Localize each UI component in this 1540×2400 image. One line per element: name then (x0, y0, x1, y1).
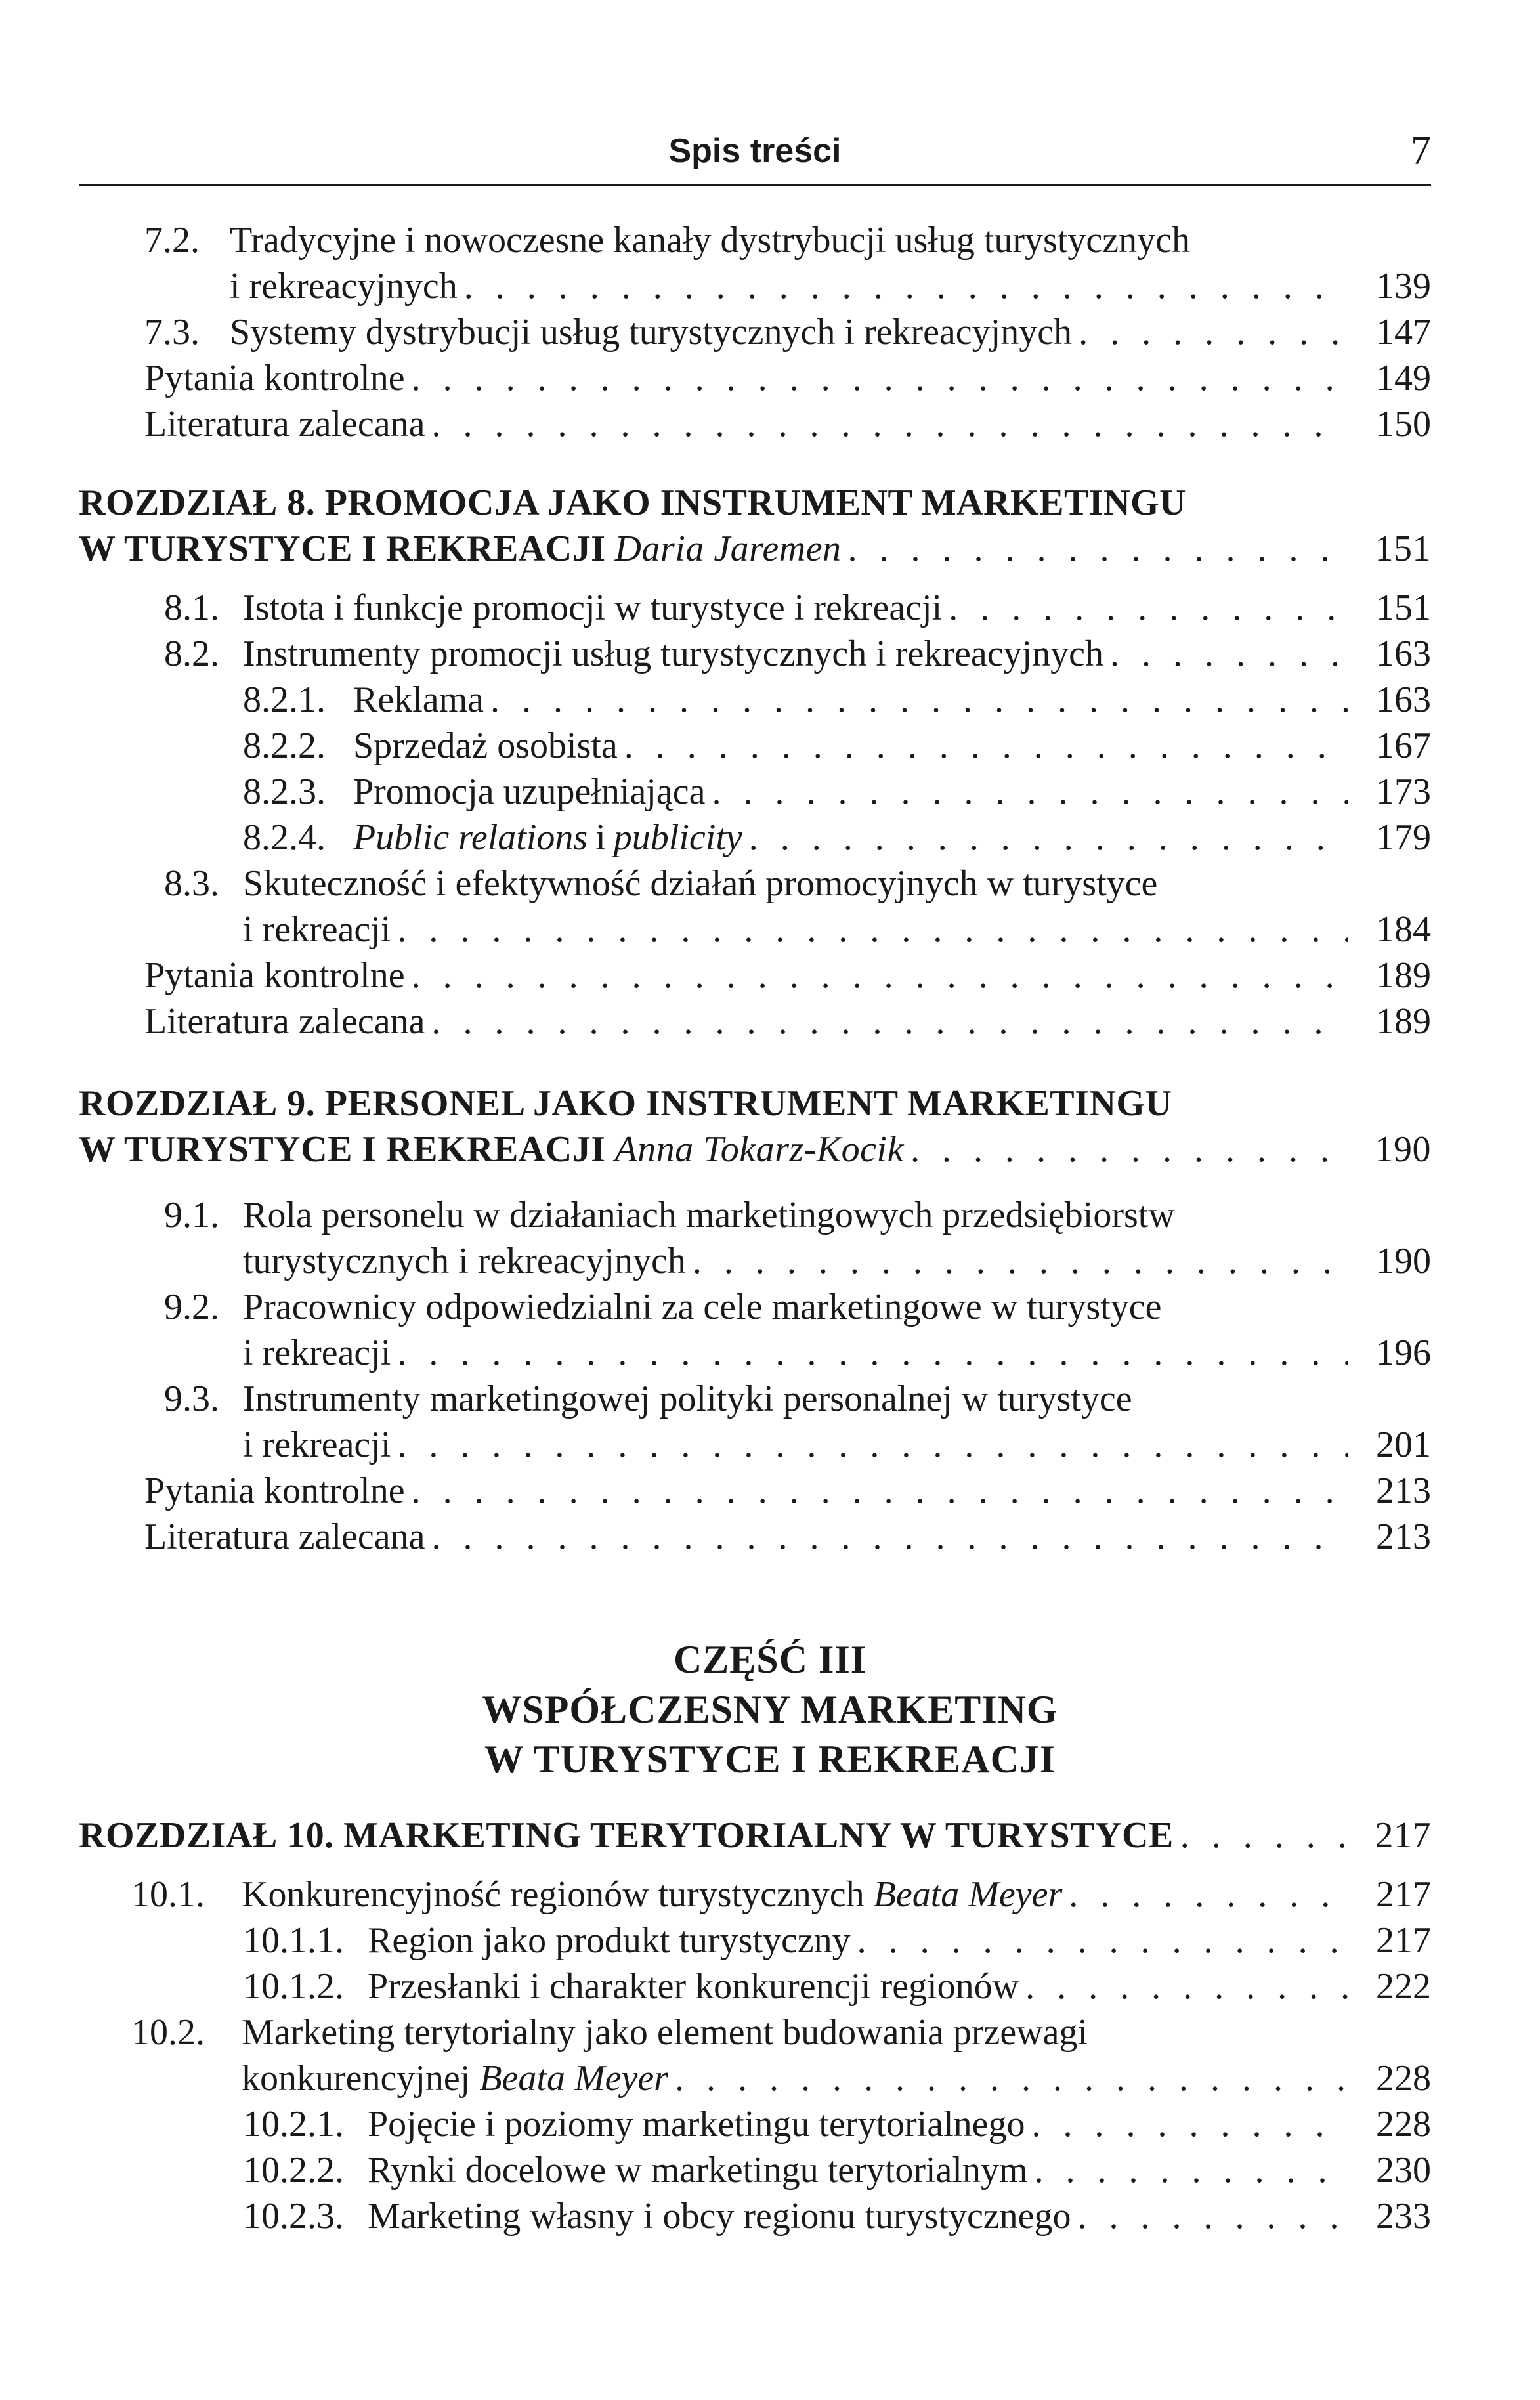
dot-leader (1025, 1963, 1348, 2010)
toc-entry-9-2 (164, 1283, 1431, 1331)
dot-leader (431, 998, 1348, 1045)
running-title: Spis treści (668, 132, 842, 170)
entry-page: 213 (1376, 1516, 1431, 1557)
dot-leader (397, 906, 1348, 953)
entry-title: Marketing własny i obcy regionu turystycznego (368, 2196, 1071, 2237)
dot-leader (675, 2055, 1348, 2102)
toc-entry-7-2-cont (230, 263, 1431, 310)
toc-chapter-8 (79, 479, 1431, 526)
toc-entry-8-3 (164, 860, 1431, 907)
dot-leader (624, 722, 1348, 769)
entry-title: Promocja uzupełniająca (353, 771, 706, 812)
entry-number: 8.1. (164, 588, 219, 628)
entry-number: 10.2.1. (243, 2104, 344, 2145)
toc-entry-literature-8 (144, 998, 1431, 1045)
entry-title: Przesłanki i charakter konkurencji regionów (368, 1966, 1019, 2007)
entry-page: 149 (1376, 358, 1431, 398)
toc-entry-questions-9 (144, 1467, 1431, 1514)
chapter-title: W TURYSTYCE I REKREACJI (79, 528, 606, 569)
entry-number: 7.2. (144, 220, 200, 261)
entry-page: 151 (1376, 588, 1431, 628)
toc-chapter-9-cont (79, 1126, 1431, 1173)
dot-leader (910, 1126, 1348, 1173)
dot-leader (712, 768, 1348, 815)
dot-leader (1180, 1812, 1348, 1859)
part-title-cont: W TURYSTYCE I REKREACJI (484, 1738, 1056, 1781)
entry-page: 151 (1375, 528, 1431, 569)
toc-entry-8-2-3 (243, 768, 1431, 815)
chapter-title: ROZDZIAŁ 8. PROMOCJA JAKO INSTRUMENT MARKETINGU (79, 482, 1187, 523)
entry-title: Pytania kontrolne (144, 1470, 405, 1511)
entry-title: Rynki docelowe w marketingu terytorialnym (368, 2150, 1028, 2191)
entry-title: Instrumenty marketingowej polityki personalnej w turystyce (243, 1379, 1132, 1419)
entry-title: Literatura zalecana (144, 1516, 425, 1557)
dot-leader (1078, 2193, 1348, 2240)
entry-page: 147 (1376, 312, 1431, 353)
toc-entry-10-2-3 (243, 2193, 1431, 2240)
entry-title: Pytania kontrolne (144, 358, 405, 398)
entry-number: 9.3. (164, 1379, 219, 1419)
toc-entry-8-2-1 (243, 676, 1431, 723)
toc-entry-7-3 (144, 309, 1431, 356)
toc-entry-9-3 (164, 1375, 1431, 1423)
dot-leader (693, 1237, 1348, 1285)
toc-entry-10-2-1 (243, 2101, 1431, 2148)
entry-page: 217 (1376, 1874, 1431, 1915)
chapter-title: ROZDZIAŁ 9. PERSONEL JAKO INSTRUMENT MARKETINGU (79, 1083, 1172, 1124)
entry-title: i rekreacji (243, 909, 391, 950)
page-number: 7 (1411, 129, 1431, 173)
entry-number: 10.2.2. (243, 2150, 344, 2191)
entry-number: 8.2. (164, 633, 219, 674)
toc-entry-8-2-4 (243, 814, 1431, 861)
entry-number: 10.2.3. (243, 2196, 344, 2237)
entry-title: Rola personelu w działaniach marketingowych przedsiębiorstw (243, 1195, 1175, 1235)
entry-page: 190 (1376, 1241, 1431, 1281)
entry-title: Skuteczność i efektywność działań promocyjnych w turystyce (243, 863, 1158, 904)
toc-entry-10-2 (131, 2009, 1431, 2056)
dot-leader (848, 525, 1348, 572)
entry-page: 189 (1376, 1001, 1431, 1042)
entry-title: Pracownicy odpowiedzialni za cele marketingowe w turystyce (243, 1287, 1162, 1327)
entry-title: Sprzedaż osobista (353, 725, 618, 766)
toc-entry-9-1 (164, 1191, 1431, 1239)
entry-title: Marketing terytorialny jako element budowania przewagi (242, 2012, 1088, 2053)
entry-author: Beata Meyer (479, 2058, 668, 2099)
entry-title-conjunction: i (595, 817, 606, 858)
entry-number: 8.3. (164, 863, 219, 904)
part-title: WSPÓŁCZESNY MARKETING (482, 1688, 1058, 1731)
entry-title: i rekreacji (243, 1333, 391, 1373)
dot-leader (949, 584, 1348, 632)
entry-page: 184 (1376, 909, 1431, 950)
entry-page: 228 (1376, 2058, 1431, 2099)
entry-page: 213 (1376, 1470, 1431, 1511)
dot-leader (431, 400, 1348, 448)
entry-page: 201 (1376, 1425, 1431, 1465)
entry-page: 139 (1376, 266, 1431, 307)
entry-title: Literatura zalecana (144, 404, 425, 444)
dot-leader (1035, 2147, 1348, 2194)
dot-leader (412, 1467, 1348, 1514)
entry-title: konkurencyjnej (242, 2058, 471, 2099)
chapter-author: Daria Jaremen (614, 528, 842, 569)
entry-title: Pytania kontrolne (144, 955, 405, 996)
toc-entry-8-1 (164, 584, 1431, 632)
toc-entry-9-1-cont (243, 1237, 1431, 1285)
toc-entry-10-1-1 (243, 1917, 1431, 1964)
entry-title: i rekreacyjnych (230, 266, 458, 307)
entry-title: Region jako produkt turystyczny (368, 1920, 851, 1961)
entry-page: 167 (1376, 725, 1431, 766)
entry-page: 179 (1376, 817, 1431, 858)
toc-entry-10-2-2 (243, 2147, 1431, 2194)
chapter-title: ROZDZIAŁ 10. MARKETING TERYTORIALNY W TURYSTYCE (79, 1815, 1174, 1856)
dot-leader (490, 676, 1348, 723)
toc-entry-10-2-cont (242, 2055, 1431, 2102)
entry-title-italic: Public relations (353, 817, 588, 858)
entry-title: Tradycyjne i nowoczesne kanały dystrybucji usług turystycznych (230, 220, 1190, 261)
dot-leader (464, 263, 1348, 310)
toc-entry-8-2-2 (243, 722, 1431, 769)
dot-leader (1079, 309, 1348, 356)
entry-title: Pojęcie i poziomy marketingu terytorialnego (368, 2104, 1025, 2145)
running-header (79, 125, 1431, 186)
entry-number: 8.2.2. (243, 725, 326, 766)
dot-leader (397, 1329, 1348, 1377)
entry-page: 163 (1376, 633, 1431, 674)
entry-number: 9.2. (164, 1287, 219, 1327)
dot-leader (397, 1421, 1348, 1468)
entry-title: Instrumenty promocji usług turystycznych i rekreacyjnych (243, 633, 1103, 674)
toc-chapter-9 (79, 1080, 1431, 1127)
dot-leader (1032, 2101, 1349, 2148)
dot-leader (1110, 630, 1348, 677)
dot-leader (412, 354, 1348, 402)
toc-chapter-8-cont (79, 525, 1431, 572)
toc-entry-8-2 (164, 630, 1431, 677)
dot-leader (1069, 1871, 1348, 1918)
entry-number: 10.1.1. (243, 1920, 344, 1961)
entry-title: Istota i funkcje promocji w turystyce i rekreacji (243, 588, 943, 628)
entry-number: 10.2. (131, 2012, 205, 2053)
entry-page: 228 (1376, 2104, 1431, 2145)
toc-entry-questions-7 (144, 354, 1431, 402)
entry-number: 9.1. (164, 1195, 219, 1235)
entry-title: turystycznych i rekreacyjnych (243, 1241, 686, 1281)
entry-page: 173 (1376, 771, 1431, 812)
entry-title-italic-2: publicity (613, 817, 742, 858)
entry-page: 217 (1376, 1920, 1431, 1961)
entry-number: 8.2.4. (243, 817, 326, 858)
entry-page: 233 (1376, 2196, 1431, 2237)
entry-number: 8.2.1. (243, 679, 326, 720)
toc-entry-questions-8 (144, 952, 1431, 999)
toc-entry-literature-9 (144, 1513, 1431, 1560)
chapter-title: W TURYSTYCE I REKREACJI (79, 1129, 606, 1170)
entry-title: Reklama (353, 679, 484, 720)
dot-leader (857, 1917, 1348, 1964)
toc-entry-7-2 (144, 217, 1431, 264)
toc-chapter-10 (79, 1812, 1431, 1859)
entry-page: 189 (1376, 955, 1431, 996)
dot-leader (749, 814, 1348, 861)
entry-number: 7.3. (144, 312, 200, 353)
entry-author: Beata Meyer (873, 1874, 1063, 1915)
entry-page: 150 (1376, 404, 1431, 444)
dot-leader (431, 1513, 1348, 1560)
toc-entry-8-3-cont (243, 906, 1431, 953)
part-label: CZĘŚĆ III (673, 1638, 867, 1681)
toc-entry-10-1 (131, 1871, 1431, 1918)
toc-entry-literature-7 (144, 400, 1431, 448)
entry-title: Systemy dystrybucji usług turystycznych i rekreacyjnych (230, 312, 1073, 353)
toc-entry-9-3-cont (243, 1421, 1431, 1468)
entry-number: 10.1. (131, 1874, 205, 1915)
chapter-author: Anna Tokarz-Kocik (614, 1129, 904, 1170)
entry-title: Literatura zalecana (144, 1001, 425, 1042)
toc-entry-9-2-cont (243, 1329, 1431, 1377)
entry-page: 190 (1375, 1129, 1431, 1170)
entry-page: 196 (1376, 1333, 1431, 1373)
toc-entry-10-1-2 (243, 1963, 1431, 2010)
entry-page: 217 (1375, 1815, 1431, 1856)
entry-page: 222 (1376, 1966, 1431, 2007)
entry-number: 10.1.2. (243, 1966, 344, 2007)
dot-leader (412, 952, 1348, 999)
entry-page: 163 (1376, 679, 1431, 720)
entry-title: i rekreacji (243, 1425, 391, 1465)
entry-title: Konkurencyjność regionów turystycznych (242, 1874, 865, 1915)
entry-page: 230 (1376, 2150, 1431, 2191)
entry-number: 8.2.3. (243, 771, 326, 812)
